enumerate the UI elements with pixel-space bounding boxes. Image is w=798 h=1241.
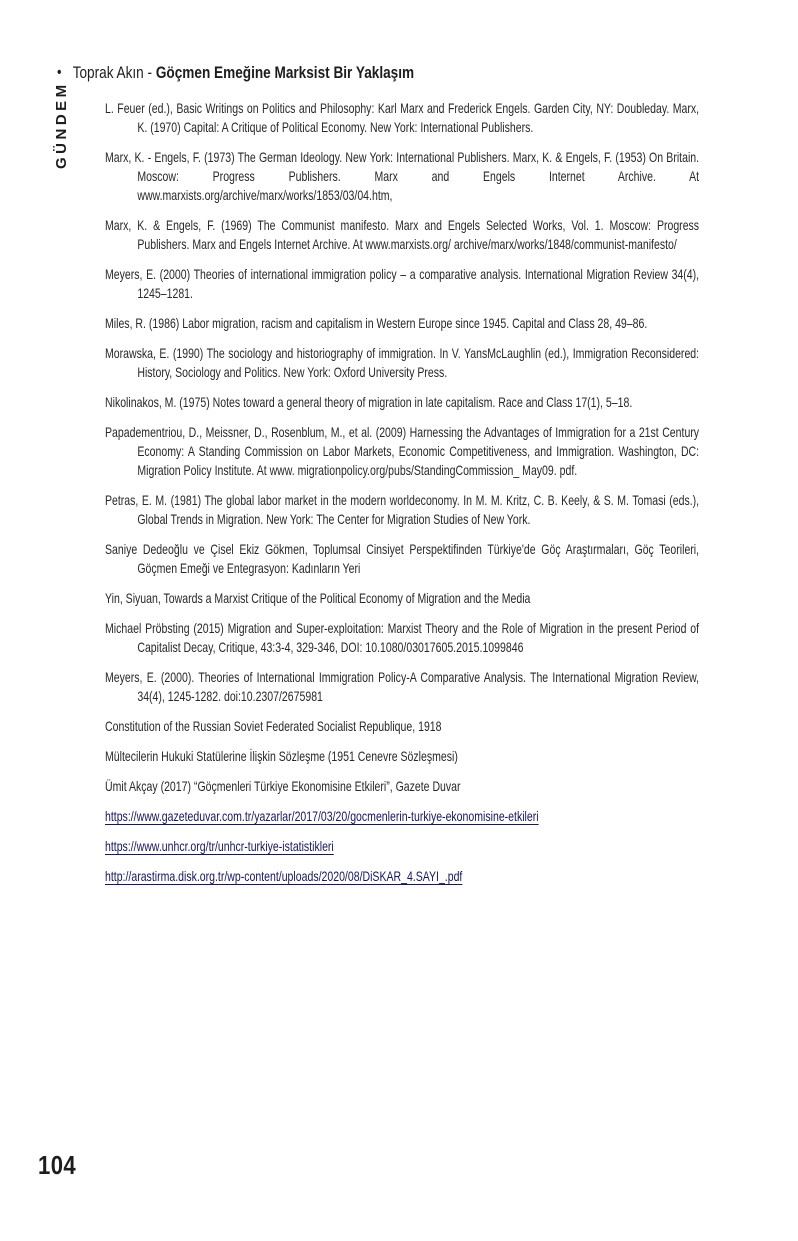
page-number: 104 (38, 1150, 77, 1180)
reference-entry: Constitution of the Russian Soviet Federated Socialist Republique, 1918 (105, 718, 442, 734)
section-label-gundem: GÜNDEM (53, 81, 70, 169)
references-list (105, 99, 699, 897)
reference-entry: Mültecilerin Hukuki Statülerine İlişkin Sözleşme (1951 Cenevre Sözleşmesi) (105, 748, 458, 764)
reference-entry: Nikolinakos, M. (1975) Notes toward a general theory of migration in late capitalism. Race and Class 17(1), 5–18. (105, 394, 633, 410)
bullet-icon: • (57, 64, 62, 81)
reference-link-row (105, 807, 699, 826)
reference-entry: L. Feuer (ed.), Basic Writings on Politics and Philosophy: Karl Marx and Frederick Engels. Garden City, NY: Doubleday. Marx, K. (1970) Capital: A Critique of Political Economy. New York: International Publishers. (105, 100, 700, 135)
reference-link-row (105, 867, 699, 886)
reference-entry: Saniye Dedeoğlu ve Çisel Ekiz Gökmen, Toplumsal Cinsiyet Perspektifinden Türkiye'de Göç Araştırmaları, Göç Teorileri, Göçmen Emeği ve Entegrasyon: Kadınların Yeri (105, 541, 700, 576)
reference-entry: Michael Pröbsting (2015) Migration and Super-exploitation: Marxist Theory and the Role of Migration in the present Period of Capitalist Decay, Critique, 43:3-4, 329-346, DOI: 10.1080/03017605.2015.1099846 (105, 620, 700, 655)
reference-entry: Petras, E. M. (1981) The global labor market in the modern worldeconomy. In M. M. Kritz, C. B. Keely, & S. M. Tomasi (eds.), Global Trends in Migration. New York: The Center for Migration Studies of New York. (105, 492, 700, 527)
article-title: Göçmen Emeğine Marksist Bir Yaklaşım (155, 63, 415, 82)
reference-entry: Miles, R. (1986) Labor migration, racism and capitalism in Western Europe since 1945. Capital and Class 28, 49–86. (105, 315, 648, 331)
reference-entry: Marx, K. & Engels, F. (1969) The Communist manifesto. Marx and Engels Selected Works, Vol. 1. Moscow: Progress Publishers. Marx and Engels Internet Archive. At www.marxists.org/ archive/marx/works/1848/communist-manifesto/ (105, 217, 700, 252)
article-author: Toprak Akın - (72, 63, 156, 82)
reference-entry: Marx, K. - Engels, F. (1973) The German Ideology. New York: International Publishers. Marx, K. & Engels, F. (1953) On Britain. Moscow: Progress Publishers. Marx and Engels Internet Archive. At www.marxists.org/archive/marx/works/1853/03/04.htm, (105, 149, 700, 203)
reference-entry: Meyers, E. (2000). Theories of International Immigration Policy-A Comparative Analysis. The International Migration Review, 34(4), 1245-1282. doi:10.2307/2675981 (105, 669, 700, 704)
reference-link[interactable]: https://www.gazeteduvar.com.tr/yazarlar/2017/03/20/gocmenlerin-turkiye-ekonomisine-etkileri (105, 808, 539, 824)
reference-entry: Yin, Siyuan, Towards a Marxist Critique of the Political Economy of Migration and the Media (105, 590, 531, 606)
reference-entry: Meyers, E. (2000) Theories of international immigration policy – a comparative analysis. International Migration Review 34(4), 1245–1281. (105, 266, 700, 301)
reference-entry: Ümit Akçay (2017) “Göçmenleri Türkiye Ekonomisine Etkileri”, Gazete Duvar (105, 778, 461, 794)
reference-entry: Papadementriou, D., Meissner, D., Rosenblum, M., et al. (2009) Harnessing the Advantages of Immigration for a 21st Century Economy: A Standing Commission on Labor Markets, Economic Competitiveness, and Immigration. Washington, DC: Migration Policy Institute. At www. migrationpolicy.org/pubs/StandingCommission_ May09. pdf. (105, 424, 700, 478)
reference-link[interactable]: http://arastirma.disk.org.tr/wp-content/uploads/2020/08/DiSKAR_4.SAYI_.pdf (105, 868, 463, 884)
article-header (57, 62, 553, 83)
reference-entry: Morawska, E. (1990) The sociology and historiography of immigration. In V. YansMcLaughlin (ed.), Immigration Reconsidered: History, Sociology and Politics. New York: Oxford University Press. (105, 345, 700, 380)
reference-link-row (105, 837, 699, 856)
reference-link[interactable]: https://www.unhcr.org/tr/unhcr-turkiye-istatistikleri (105, 838, 334, 854)
